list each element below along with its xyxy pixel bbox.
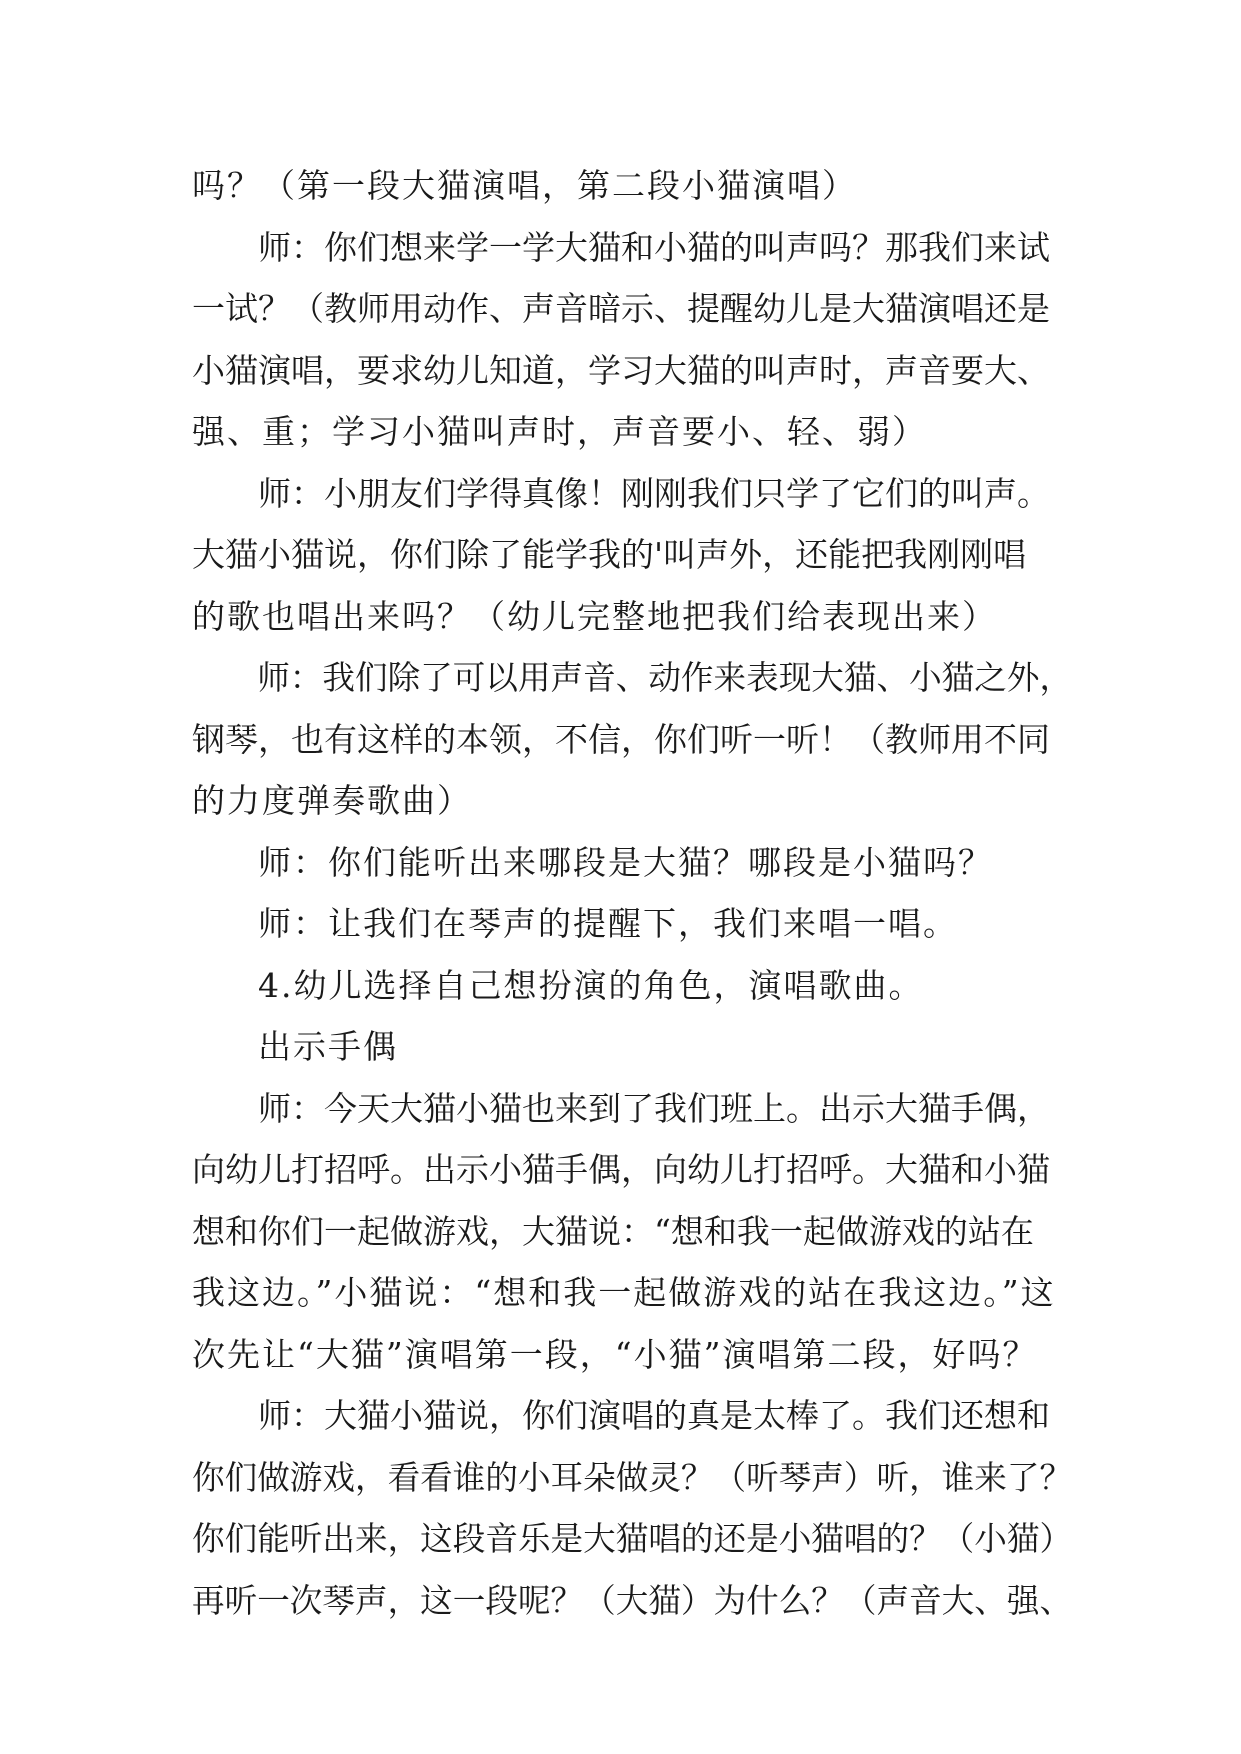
text-line: 向幼儿打招呼。出示小猫手偶，向幼儿打招呼。大猫和小猫	[192, 1150, 1050, 1189]
text-line: 我这边。”小猫说：“想和我一起做游戏的站在我这边。”这	[192, 1273, 1056, 1312]
text-line: 师：我们除了可以用声音、动作来表现大猫、小猫之外，	[257, 658, 1073, 697]
text-line: 师：你们想来学一学大猫和小猫的叫声吗？那我们来试	[258, 227, 1050, 267]
text-line: 强、重；学习小猫叫声时，声音要小、轻、弱）	[192, 412, 927, 451]
text-line: 钢琴，也有这样的本领，不信，你们听一听！（教师用不同	[192, 719, 1050, 759]
text-line: 师：让我们在琴声的提醒下，我们来唱一唱。	[258, 904, 958, 943]
text-line: 出示手偶	[258, 1027, 398, 1066]
text-line: 小猫演唱，要求幼儿知道，学习大猫的叫声时，声音要大、	[192, 350, 1050, 390]
text-line: 想和你们一起做游戏，大猫说：“想和我一起做游戏的站在	[192, 1211, 1034, 1251]
text-line: 师：今天大猫小猫也来到了我们班上。出示大猫手偶，	[258, 1088, 1050, 1128]
text-line: 你们能听出来，这段音乐是大猫唱的还是小猫唱的？（小猫）	[192, 1519, 1073, 1558]
text-line: 师：你们能听出来哪段是大猫？哪段是小猫吗？	[258, 842, 993, 882]
text-line: 4.幼儿选择自己想扮演的角色，演唱歌曲。	[258, 965, 924, 1005]
text-line: 师：小朋友们学得真像！刚刚我们只学了它们的叫声。	[258, 473, 1050, 513]
text-line: 大猫小猫说，你们除了能学我的'叫声外，还能把我刚刚唱	[192, 535, 1027, 574]
text-line: 你们做游戏，看看谁的小耳朵做灵？（听琴声）听，谁来了？	[192, 1457, 1073, 1497]
text-line: 一试？（教师用动作、声音暗示、提醒幼儿是大猫演唱还是	[192, 289, 1050, 328]
text-line: 再听一次琴声，这一段呢？（大猫）为什么？（声音大、强、	[192, 1580, 1073, 1620]
text-line: 师：大猫小猫说，你们演唱的真是太棒了。我们还想和	[258, 1396, 1050, 1435]
text-line: 的力度弹奏歌曲）	[192, 781, 472, 820]
document-body	[192, 155, 1072, 1631]
text-line: 次先让“大猫”演唱第一段，“小猫”演唱第二段，好吗？	[192, 1334, 1038, 1374]
text-line: 吗？（第一段大猫演唱，第二段小猫演唱）	[192, 166, 857, 205]
text-line: 的歌也唱出来吗？（幼儿完整地把我们给表现出来）	[192, 596, 997, 636]
